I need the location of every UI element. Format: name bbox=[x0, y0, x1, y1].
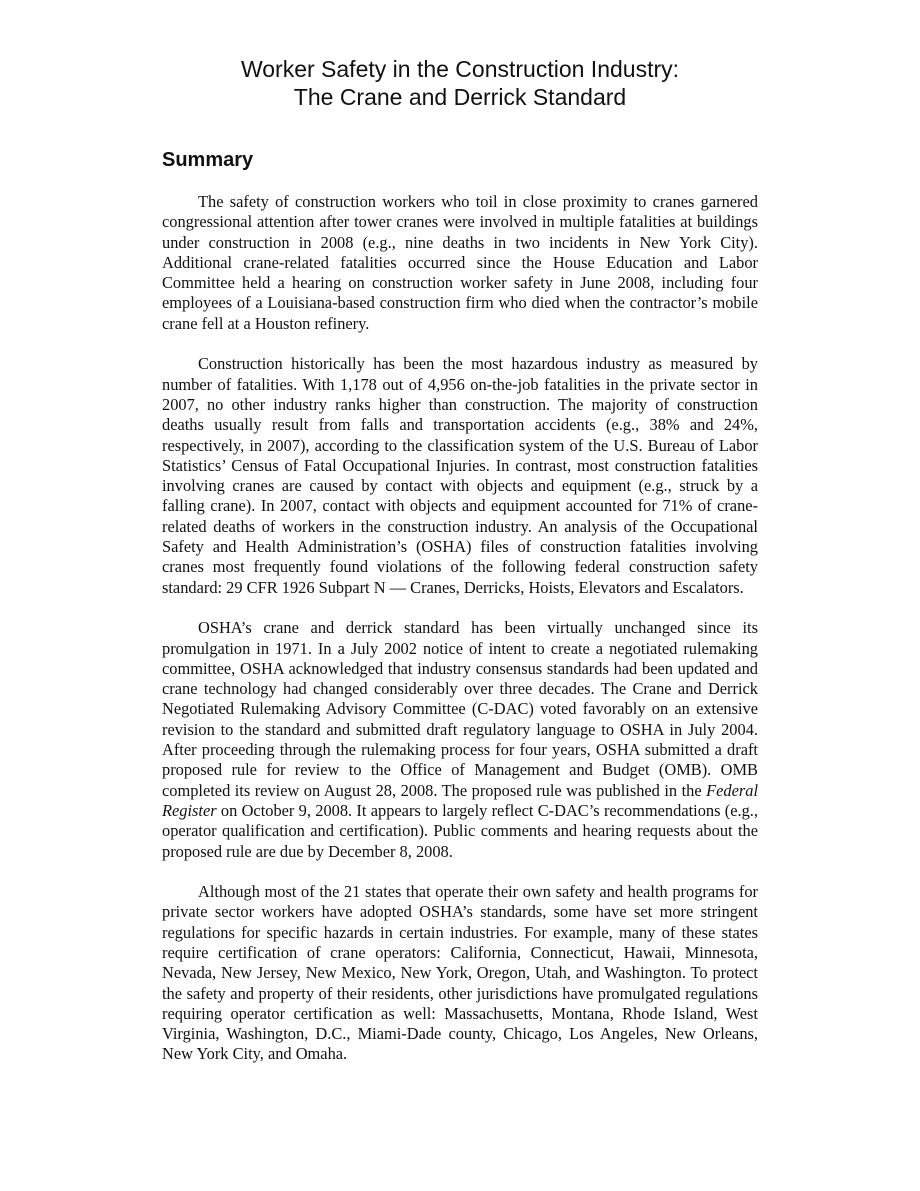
summary-heading: Summary bbox=[162, 149, 254, 171]
title-line-2: The Crane and Derrick Standard bbox=[293, 84, 627, 110]
paragraph-industry-hazards: Construction historically has been the most hazardous industry as measured by number of fatalities. With 1,178 out of 4,956 on-the-job fatalities in the private sector in 2007, no other industry ranks higher than construction. The majority of construction deaths usually result from falls and transportation accidents (e.g., 38% and 24%, respectively, in 2007), according to the classification system of the U.S. Bureau of Labor Statistics’ Census of Fatal Occupational Injuries. In contrast, most construction fatalities involving cranes are caused by contact with objects and equipment (e.g., struck by a falling crane). In 2007, contact with objects and equipment accounted for 71% of crane-related deaths of workers in the construction industry. An analysis of the Occupational Safety and Health Administration’s (OSHA) files of construction fatalities involving cranes most frequently found violations of the following federal construction safety standard: 29 CFR 1926 Subpart N — Cranes, Derricks, Hoists, Elevators and Escalators. bbox=[162, 354, 758, 597]
federal-register-italic: Federal Register bbox=[162, 780, 758, 820]
document-title bbox=[0, 55, 920, 111]
paragraph-crane-fatalities: The safety of construction workers who toil in close proximity to cranes garnered congressional attention after tower cranes were involved in multiple fatalities at buildings under construction in 2008 (e.g., nine deaths in two incidents in New York City). Additional crane-related fatalities occurred since the House Education and Labor Committee held a hearing on construction worker safety in June 2008, including four employees of a Louisiana-based construction firm who died when the contractor’s mobile crane fell at a Houston refinery. bbox=[162, 192, 758, 333]
summary-body bbox=[162, 192, 758, 1065]
paragraph-state-programs: Although most of the 21 states that operate their own safety and health programs for private sector workers have adopted OSHA’s standards, some have set more stringent regulations for specific hazards in certain industries. For example, many of these states require certification of crane operators: California, Connecticut, Hawaii, Minnesota, Nevada, New Jersey, New Mexico, New York, Oregon, Utah, and Washington. To protect the safety and property of their residents, other jurisdictions have promulgated regulations requiring operator certification as well: Massachusetts, Montana, Rhode Island, West Virginia, Washington, D.C., Miami-Dade county, Chicago, Los Angeles, New Orleans, New York City, and Omaha. bbox=[162, 882, 758, 1064]
paragraph-osha-text-b: on October 9, 2008. It appears to largely reflect C-DAC’s recommendations (e.g., operator qualification and certification). Public comments and hearing requests about the proposed rule are due by December 8, 2008. bbox=[162, 800, 758, 861]
paragraph-osha-text-a: OSHA’s crane and derrick standard has been virtually unchanged since its promulgation in 1971. In a July 2002 notice of intent to create a negotiated rulemaking committee, OSHA acknowledged that industry consensus standards had been updated and crane technology had changed considerably over three decades. The Crane and Derrick Negotiated Rulemaking Advisory Committee (C-DAC) voted favorably on an extensive revision to the standard and submitted draft regulatory language to OSHA in July 2004. After proceeding through the rulemaking process for four years, OSHA submitted a draft proposed rule for review to the Office of Management and Budget (OMB). OMB completed its review on August 28, 2008. The proposed rule was published in the bbox=[162, 618, 758, 800]
paragraph-osha-standard bbox=[162, 618, 758, 862]
title-line-1: Worker Safety in the Construction Industry: bbox=[240, 56, 680, 82]
